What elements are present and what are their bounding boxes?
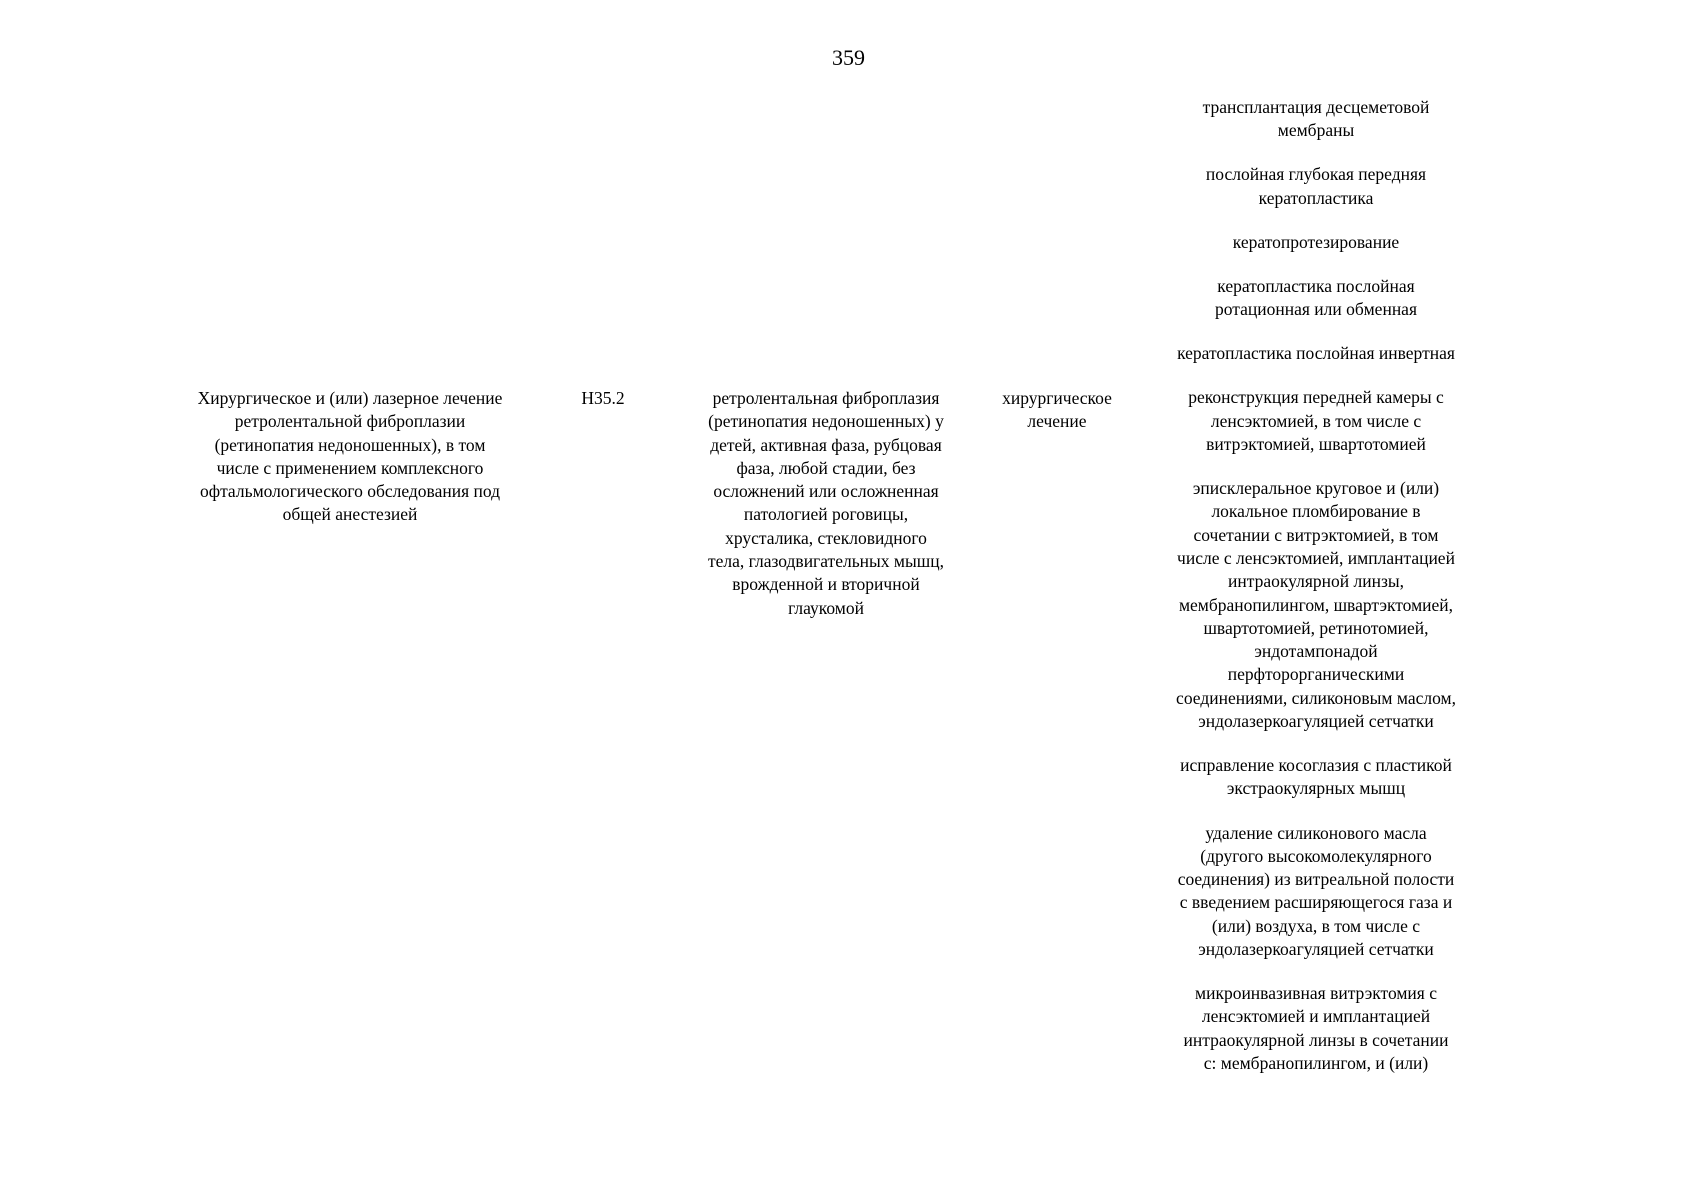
treatment-profile-text: Хирургическое и (или) лазерное лечение ретролентальной фиброплазии (ретинопатия недоношенных), в том числе с применением комплексного офтальмологического обследования под общей анестезией bbox=[197, 388, 503, 525]
method-item: эписклеральное круговое и (или) локальное пломбирование в сочетании с витрэктомией, в том числе с ленсэктомией, имплантацией интраокулярной линзы, мембранопилингом, швартэктомией, швартотомией, ретинотомией, эндотампонадой перфторорганическими соединениями, силиконовым маслом, эндолазеркоагуляцией сетчатки bbox=[1176, 478, 1456, 732]
row-model-cell bbox=[676, 387, 976, 620]
method-item: кератопластика послойная ротационная или обменная bbox=[1214, 275, 1417, 320]
method-item: кератопластика послойная инвертная bbox=[1177, 343, 1455, 364]
icd-code-text: H35.2 bbox=[581, 388, 625, 408]
method-item: кератопротезирование bbox=[1232, 231, 1400, 252]
row-treatment-type-cell bbox=[982, 387, 1132, 434]
method-item: удаление силиконового масла (другого высокомолекулярного соединения) из витреальной полости с введением расширяющегося газа и (или) воздуха, в том числе с эндолазеркоагуляцией сетчатки bbox=[1177, 822, 1455, 959]
method-item: реконструкция передней камеры с ленсэктомией, в том числе с витрэктомией, швартотомией bbox=[1188, 387, 1444, 454]
method-item: микроинвазивная витрэктомия с ленсэктомией и имплантацией интраокулярной линзы в сочетании с: мембранопилингом, и (или) bbox=[1183, 983, 1449, 1073]
row-profile-cell bbox=[164, 387, 536, 527]
method-item: трансплантация десцеметовой мембраны bbox=[1202, 97, 1430, 141]
method-item: послойная глубокая передняя кератопластика bbox=[1205, 164, 1427, 208]
row-code-cell bbox=[568, 387, 638, 410]
page-number: 359 bbox=[832, 45, 865, 70]
patient-model-text: ретролентальная фиброплазия (ретинопатия недоношенных) у детей, активная фаза, рубцовая фаза, любой стадии, без осложнений или осложненная патологией роговицы, хрусталика, стекловидного тела, глазодвигательных мышц, врожденной и вторичной глаукомой bbox=[708, 388, 944, 618]
method-item: исправление косоглазия с пластикой экстраокулярных мышц bbox=[1180, 755, 1452, 799]
methods-column bbox=[1145, 96, 1487, 1096]
treatment-type-text: хирургическое лечение bbox=[1002, 388, 1112, 432]
